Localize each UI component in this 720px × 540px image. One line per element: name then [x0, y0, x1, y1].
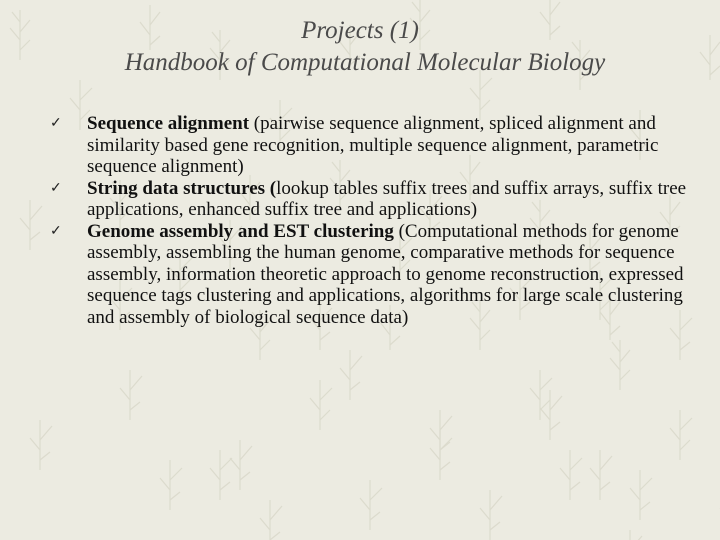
item-label: Sequence alignment: [87, 113, 250, 134]
check-mark-icon: ✓: [50, 116, 62, 131]
item-label: Genome assembly and EST clustering: [87, 220, 394, 242]
item-text: (pairwise sequence alignment, spliced alignment and similarity based gene recognition, multiple sequence alignment, parametric sequence alignment): [87, 113, 659, 177]
list-item: [0, 221, 720, 329]
title-line-1: Projects (1): [301, 17, 419, 44]
item-label: String data structures (: [87, 177, 277, 199]
bullet-list: [0, 113, 720, 328]
check-mark-icon: ✓: [50, 223, 62, 239]
slide-title: [0, 15, 720, 79]
check-mark-icon: ✓: [50, 180, 62, 196]
list-item: [0, 113, 720, 178]
item-text: lookup tables suffix trees and suffix arrays, suffix tree applications, enhanced suffix tree and applications): [87, 177, 687, 220]
item-text: (Computational methods for genome assembly, assembling the human genome, comparative methods for sequence assembly, information theoretic approach to genome reconstruction, expressed sequence tags clustering and applications, algorithms for large scale clustering and assembly of biological sequence data): [87, 220, 684, 328]
list-item: [0, 178, 720, 221]
title-line-2: Handbook of Computational Molecular Biology: [124, 49, 606, 76]
